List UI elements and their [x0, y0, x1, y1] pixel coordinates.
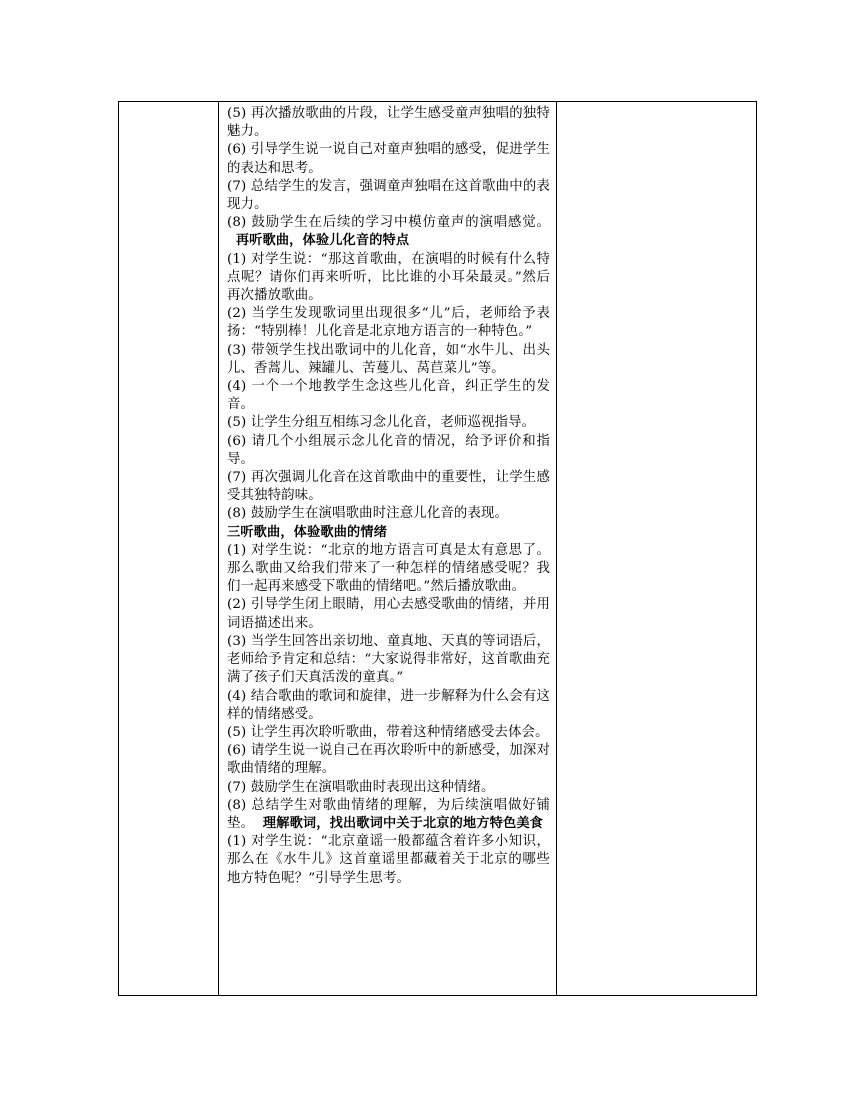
- section-heading: 再听歌曲，体验儿化音的特点: [235, 233, 410, 249]
- list-item: (5) 让学生分组互相练习念儿化音，老师巡视指导。: [227, 415, 536, 431]
- list-item: (1) 对学生说：“北京童谣一般都蕴含着许多小知识，那么在《水牛儿》这首童谣里都藏着关于北京的哪些地方特色呢？”引导学生思考。: [227, 834, 550, 886]
- lesson-table: [118, 101, 757, 996]
- list-item: (2) 引导学生闭上眼睛，用心去感受歌曲的情绪，并用词语描述出来。: [227, 597, 550, 631]
- left-column-cell: [119, 102, 219, 996]
- list-item: (1) 对学生说：“北京的地方语言可真是太有意思了。那么歌曲又给我们带来了一种怎样的情绪感受呢？我们一起再来感受下歌曲的情绪吧。”然后播放歌曲。: [227, 542, 550, 595]
- lesson-content: [227, 105, 550, 888]
- list-item: (7) 总结学生的发言，强调童声独唱在这首歌曲中的表现力。: [227, 178, 550, 213]
- list-item: (5) 让学生再次聆听歌曲，带着这种情绪感受去体会。: [227, 724, 549, 740]
- list-item: (5) 再次播放歌曲的片段，让学生感受童声独唱的独特魅力。: [227, 106, 550, 140]
- list-item: (7) 鼓励学生在演唱歌曲时表现出这种情绪。: [227, 779, 495, 795]
- list-item: (6) 请学生说一说自己在再次聆听中的新感受，加深对歌曲情绪的理解。: [227, 743, 550, 777]
- right-column-cell: [557, 102, 757, 996]
- list-item: (6) 引导学生说一说自己对童声独唱的感受，促进学生的表达和思考。: [227, 142, 550, 176]
- list-item-text: (8) 总结学生对歌曲情绪的理解，为后续演唱做好铺垫。: [227, 797, 550, 831]
- list-item-text: (8) 鼓励学生在后续的学习中模仿童声的演唱感觉。: [227, 215, 550, 231]
- list-item: (3) 当学生回答出亲切地、童真地、天真的等词语后，老师给予肯定和总结：“大家说得非常好，这首歌曲充满了孩子们天真活泼的童真。”: [227, 633, 550, 686]
- list-item: [227, 214, 550, 250]
- list-item: (1) 对学生说：“那这首歌曲，在演唱的时候有什么特点呢？请你们再来听听，比比谁的小耳朵最灵。”然后再次播放歌曲。: [227, 251, 550, 304]
- list-item: (4) 结合歌曲的歌词和旋律，进一步解释为什么会有这样的情绪感受。: [227, 688, 550, 722]
- table-row: [119, 102, 757, 996]
- list-item: (3) 带领学生找出歌词中的儿化音，如“水牛儿、出头儿、香蒿儿、辣罐儿、苦蔓儿、莴苣菜儿”等。: [227, 342, 550, 376]
- list-item: (8) 鼓励学生在演唱歌曲时注意儿化音的表现。: [227, 506, 509, 522]
- list-item: [227, 797, 550, 833]
- section-heading: 理解歌词，找出歌词中关于北京的地方特色美食: [262, 815, 544, 831]
- list-item: (6) 请几个小组展示念儿化音的情况，给予评价和指导。: [227, 433, 550, 467]
- section-heading: 三听歌曲，体验歌曲的情绪: [227, 524, 388, 540]
- list-item: (4) 一个一个地教学生念这些儿化音，纠正学生的发音。: [227, 379, 550, 413]
- content-column-cell: [219, 102, 557, 996]
- list-item: (2) 当学生发现歌词里出现很多“儿”后，老师给予表扬：“特别棒！儿化音是北京地方语言的一种特色。”: [227, 306, 550, 340]
- list-item: (7) 再次强调儿化音在这首歌曲中的重要性，让学生感受其独特韵味。: [227, 470, 550, 504]
